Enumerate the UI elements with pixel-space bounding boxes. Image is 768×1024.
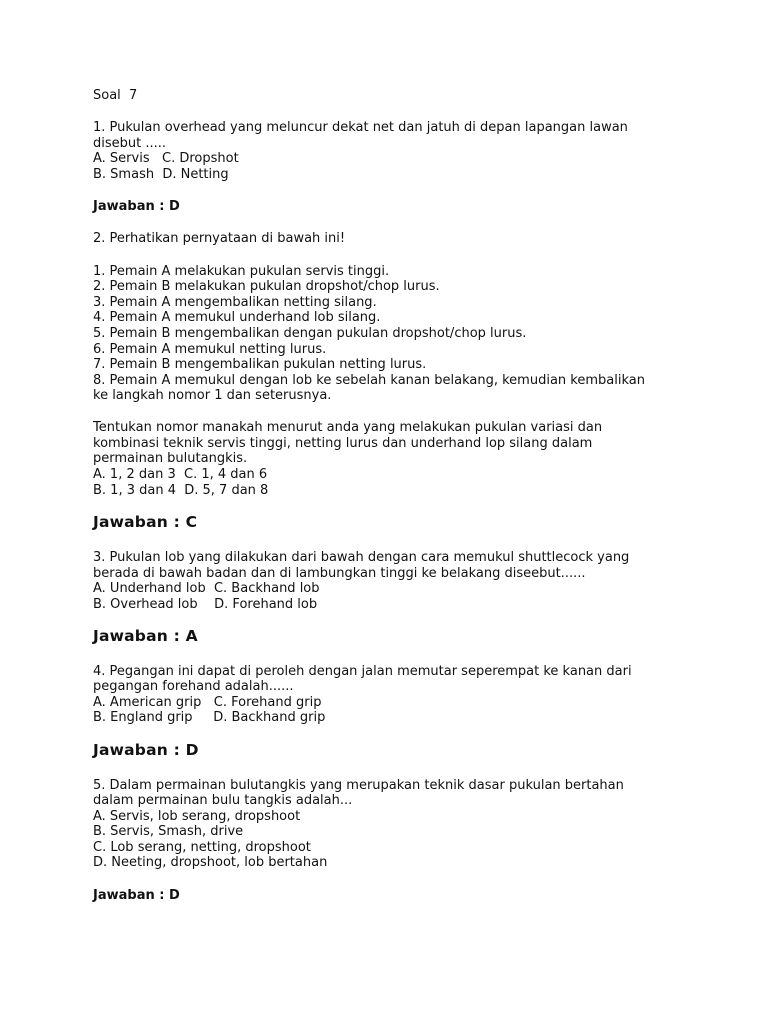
q4-answer: Jawaban : D — [93, 741, 199, 759]
q5-option-line: C. Lob serang, netting, dropshoot — [93, 840, 311, 855]
q5-line: 5. Dalam permainan bulutangkis yang merupakan teknik dasar pukulan bertahan — [93, 778, 624, 793]
q2-statement: 7. Pemain B mengembalikan pukulan netting lurus. — [93, 357, 427, 372]
q5-option-line: A. Servis, lob serang, dropshoot — [93, 809, 301, 824]
q1-option-line: A. Servis C. Dropshot — [93, 151, 239, 166]
q3-answer: Jawaban : A — [93, 627, 198, 645]
q2-option-line: A. 1, 2 dan 3 C. 1, 4 dan 6 — [93, 467, 268, 482]
q2-statement: 8. Pemain A memukul dengan lob ke sebelah kanan belakang, kemudian kembalikan — [93, 373, 645, 388]
q2-question-line: permainan bulutangkis. — [93, 451, 248, 466]
q2-statement: 5. Pemain B mengembalikan dengan pukulan dropshot/chop lurus. — [93, 326, 527, 341]
q4-option-line: B. England grip D. Backhand grip — [93, 710, 326, 725]
q2-question-line: kombinasi teknik servis tinggi, netting lurus dan underhand lop silang dalam — [93, 436, 593, 451]
q4-line: pegangan forehand adalah...... — [93, 679, 294, 694]
q5-option-line: B. Servis, Smash, drive — [93, 824, 244, 839]
q5-line: dalam permainan bulu tangkis adalah... — [93, 793, 353, 808]
q2-statement: ke langkah nomor 1 dan seterusnya. — [93, 388, 332, 403]
q3-line: berada di bawah badan dan di lambungkan tinggi ke belakang diseebut...... — [93, 566, 586, 581]
q2-option-line: B. 1, 3 dan 4 D. 5, 7 dan 8 — [93, 483, 269, 498]
q2-statement: 3. Pemain A mengembalikan netting silang. — [93, 295, 377, 310]
q2-answer: Jawaban : C — [93, 513, 198, 531]
q2-question-line: Tentukan nomor manakah menurut anda yang melakukan pukulan variasi dan — [93, 420, 603, 435]
q1-answer: Jawaban : D — [93, 199, 180, 214]
q4-line: 4. Pegangan ini dapat di peroleh dengan jalan memutar seperempat ke kanan dari — [93, 664, 632, 679]
q3-line: 3. Pukulan lob yang dilakukan dari bawah dengan cara memukul shuttlecock yang — [93, 550, 630, 565]
q3-option-line: B. Overhead lob D. Forehand lob — [93, 597, 318, 612]
q2-statement: 6. Pemain A memukul netting lurus. — [93, 342, 327, 357]
q1-line: disebut ..... — [93, 136, 167, 151]
q1-option-line: B. Smash D. Netting — [93, 167, 229, 182]
q2-statement: 4. Pemain A memukul underhand lob silang. — [93, 310, 381, 325]
q5-answer: Jawaban : D — [93, 888, 180, 903]
q3-option-line: A. Underhand lob C. Backhand lob — [93, 581, 320, 596]
q4-option-line: A. American grip C. Forehand grip — [93, 695, 322, 710]
q5-option-line: D. Neeting, dropshoot, lob bertahan — [93, 855, 328, 870]
q1-line: 1. Pukulan overhead yang meluncur dekat net dan jatuh di depan lapangan lawan — [93, 120, 628, 135]
q2-statement: 2. Pemain B melakukan pukulan dropshot/chop lurus. — [93, 279, 440, 294]
q2-intro: 2. Perhatikan pernyataan di bawah ini! — [93, 231, 346, 246]
document-title: Soal 7 — [93, 88, 138, 103]
q2-statement: 1. Pemain A melakukan pukulan servis tinggi. — [93, 264, 390, 279]
